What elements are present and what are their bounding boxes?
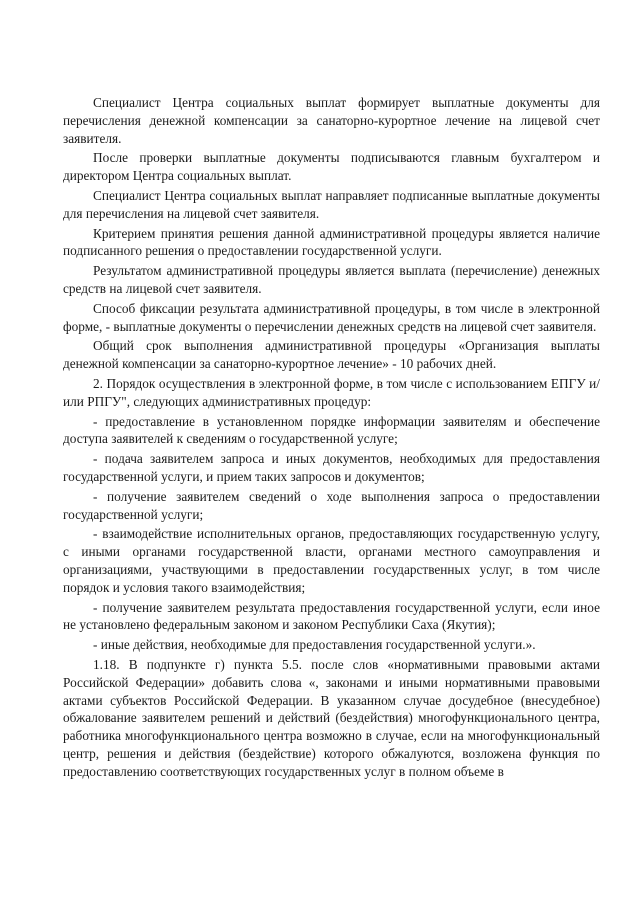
paragraph-6: Способ фиксации результата административной процедуры, в том числе в электронной форме, - выплатные документы о перечислении денежных средств на лицевой счет заявителя. bbox=[63, 300, 600, 334]
paragraph-1-18: 1.18. В подпункте г) пункта 5.5. после слов «нормативными правовыми актами Российской Федерации» добавить слова «, законами и иными нормативными правовыми актами субъектов Российской Федерации. В указанном случае досудебное (внесудебное) обжалование заявителем решений и действий (бездействия) многофункционального центра, работника многофункционального центра возможно в случае, если на многофункциональный центр, решения и действия (бездействие) которого обжалуются, возложена функция по предоставлению соответствующих государственных услуг в полном объеме в bbox=[63, 656, 600, 779]
paragraph-4: Критерием принятия решения данной административной процедуры является наличие подписанного решения о предоставлении государственной услуги. bbox=[63, 225, 600, 259]
paragraph-2: После проверки выплатные документы подписываются главным бухгалтером и директором Центра социальных выплат. bbox=[63, 150, 600, 184]
list-item-6: - иные действия, необходимые для предоставления государственной услуги.». bbox=[93, 637, 536, 653]
paragraph-1: Специалист Центра социальных выплат формирует выплатные документы для перечисления денежной компенсации за санаторно-курортное лечение на лицевой счет заявителя. bbox=[63, 95, 600, 146]
list-item-3: - получение заявителем сведений о ходе выполнения запроса о предоставлении государственной услуги; bbox=[63, 488, 600, 522]
paragraph-7: Общий срок выполнения административной процедуры «Организация выплаты денежной компенсации за санаторно-курортное лечение» - 10 рабочих дней. bbox=[63, 338, 600, 372]
list-item-5: - получение заявителем результата предоставления государственной услуги, если иное не установлено федеральным законом и законом Республики Саха (Якутия); bbox=[63, 599, 600, 633]
paragraph-3: Специалист Центра социальных выплат направляет подписанные выплатные документы для перечисления на лицевой счет заявителя. bbox=[63, 187, 600, 221]
paragraph-8: 2. Порядок осуществления в электронной форме, в том числе с использованием ЕПГУ и/или РПГУ", следующих административных процедур: bbox=[63, 375, 600, 409]
list-item-1: - предоставление в установленном порядке информации заявителям и обеспечение доступа заявителей к сведениям о государственной услуге; bbox=[63, 413, 600, 447]
list-item-2: - подача заявителем запроса и иных документов, необходимых для предоставления государственной услуги, и прием таких запросов и документов; bbox=[63, 451, 600, 484]
paragraph-5: Результатом административной процедуры является выплата (перечисление) денежных средств на лицевой счет заявителя. bbox=[63, 263, 600, 296]
list-item-4: - взаимодействие исполнительных органов, предоставляющих государственную услугу, с иными органами государственной власти, органами местного самоуправления и организациями, участвующими в предоставлении государственных услуг, в том числе порядок и условия такого взаимодействия; bbox=[63, 526, 600, 595]
